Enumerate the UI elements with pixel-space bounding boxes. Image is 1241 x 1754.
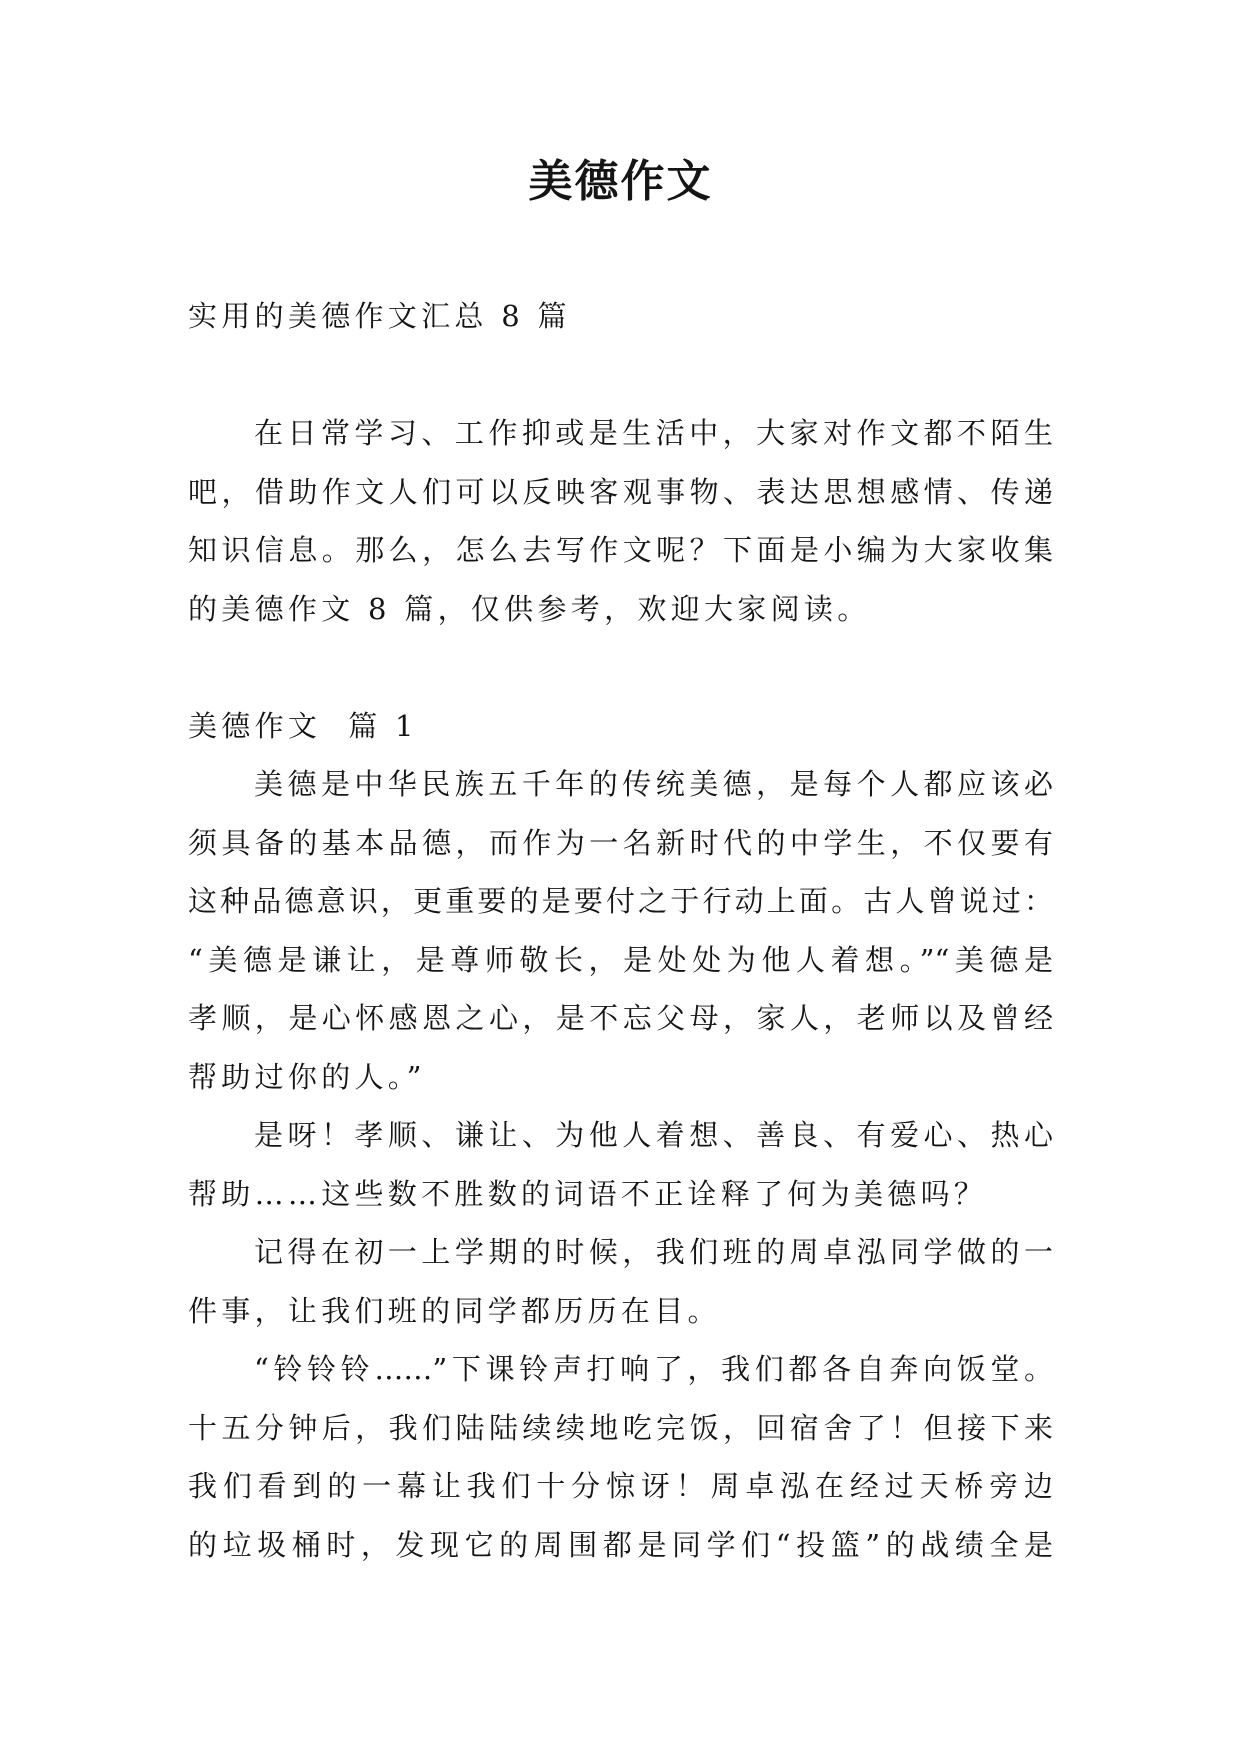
paragraph-line: 在日常学习、工作抑或是生活中，大家对作文都不陌生 [254, 416, 1053, 450]
paragraph-line: 的美德作文 8 篇，仅供参考，欢迎大家阅读。 [188, 591, 871, 626]
paragraph [188, 1106, 1053, 1223]
paragraph [188, 755, 1053, 1106]
paragraph-line: “铃铃铃……”下课铃声打响了，我们都各自奔向饭堂。 [254, 1352, 1053, 1386]
paragraph-line: 美德是中华民族五千年的传统美德，是每个人都应该必 [254, 767, 1053, 801]
paragraph-line: 帮助过你的人。” [188, 1059, 426, 1094]
intro-paragraph [188, 404, 1053, 638]
paragraph-line: 件事，让我们班的同学都历历在目。 [188, 1293, 721, 1328]
document-subtitle: 实用的美德作文汇总 8 篇 [188, 299, 571, 333]
document-title: 美德作文 [528, 156, 713, 207]
paragraph-line: 我们看到的一幕让我们十分惊讶！周卓泓在经过天桥旁边 [188, 1469, 1053, 1503]
paragraph-line: 记得在初一上学期的时候，我们班的周卓泓同学做的一 [254, 1235, 1053, 1269]
paragraph-line: 孝顺，是心怀感恩之心，是不忘父母，家人，老师以及曾经 [188, 1001, 1053, 1035]
paragraph-line: 的垃圾桶时，发现它的周围都是同学们“投篮”的战绩全是 [188, 1527, 1053, 1562]
paragraph-line: 是呀！孝顺、谦让、为他人着想、善良、有爱心、热心 [254, 1118, 1053, 1152]
paragraph-line: 这种品德意识，更重要的是要付之于行动上面。古人曾说过： [188, 884, 1053, 918]
paragraph-line: 十五分钟后，我们陆陆续续地吃完饭，回宿舍了！但接下来 [188, 1410, 1053, 1445]
paragraph-line: 吧，借助作文人们可以反映客观事物、表达思想感情、传递 [188, 474, 1053, 509]
paragraph [188, 1340, 1053, 1574]
paragraph-line: 帮助……这些数不胜数的词语不正诠释了何为美德吗？ [188, 1176, 988, 1211]
essay-section [188, 697, 1053, 1575]
section-heading: 美德作文 篇 1 [188, 708, 418, 743]
paragraph-line: 知识信息。那么，怎么去写作文呢？下面是小编为大家收集 [188, 533, 1053, 567]
document-body [188, 287, 1053, 1574]
paragraph [188, 1223, 1053, 1340]
paragraph-line: 须具备的基本品德，而作为一名新时代的中学生，不仅要有 [188, 825, 1053, 860]
paragraph-line: “美德是谦让，是尊师敬长，是处处为他人着想。”“美德是 [188, 942, 1053, 977]
